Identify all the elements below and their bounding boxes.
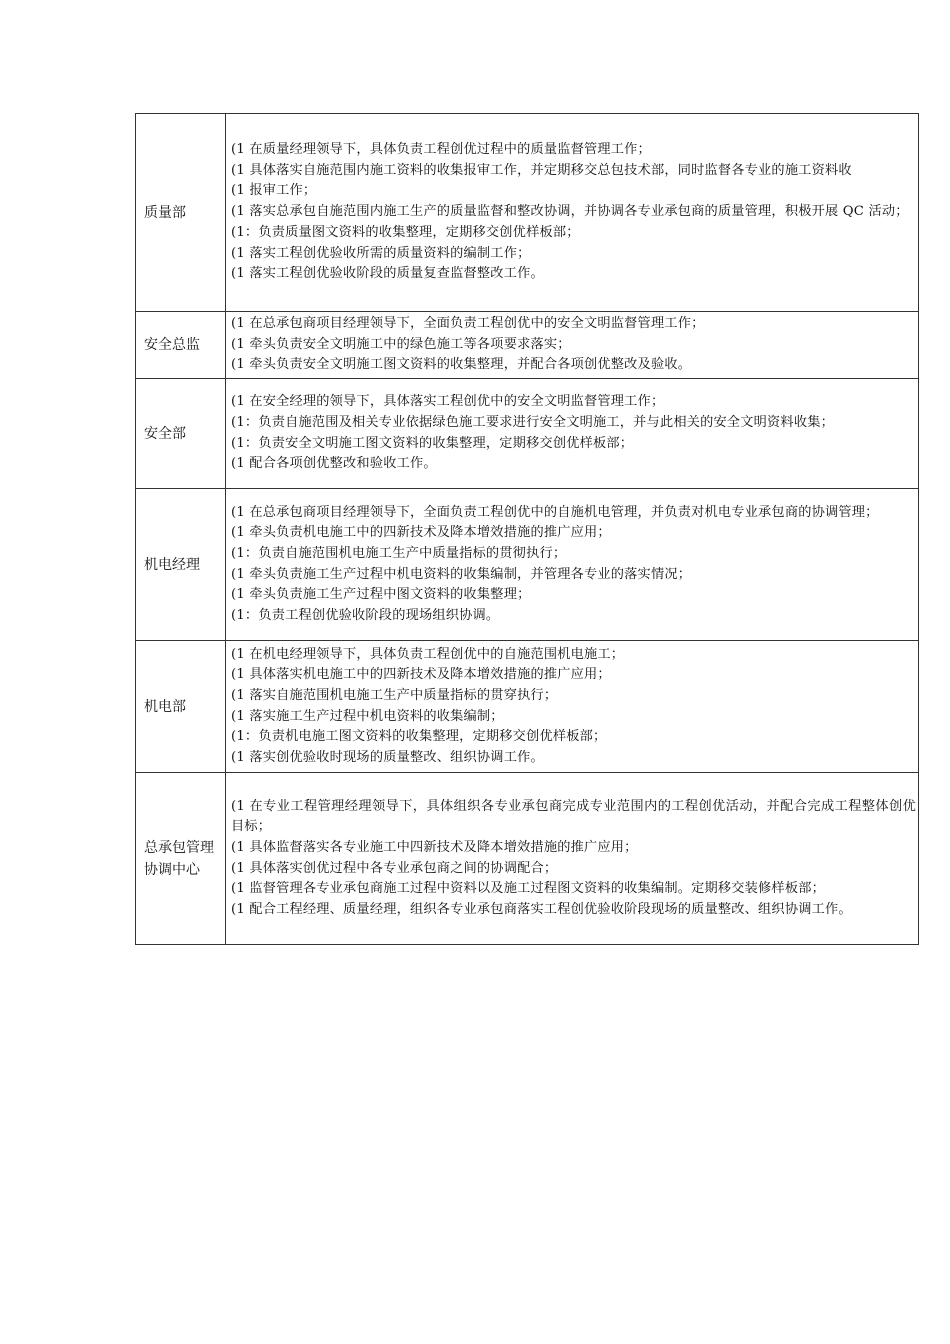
duty-item: (1：负责自施范围及相关专业依据绿色施工要求进行安全文明施工，并与此相关的安全文明资料收集； [231, 414, 834, 430]
duty-item: (1：负责工程创优验收阶段的现场组织协调。 [231, 608, 500, 624]
duty-item: (1 具体落实自施范围内施工资料的收集报审工作，并定期移交总包技术部，同时监督各专业的施工资料收 [231, 162, 852, 178]
duty-item: (1 牵头负责安全文明施工中的绿色施工等各项要求落实； [231, 336, 571, 352]
table-row [136, 641, 919, 773]
duty-item: (1：负责机电施工图文资料的收集整理，定期移交创优样板部； [231, 729, 607, 745]
duty-item: (1 在总承包商项目经理领导下，全面负责工程创优中的自施机电管理，并负责对机电专业承包商的协调管理； [231, 504, 879, 520]
table-row [136, 114, 919, 312]
role-cell: 总承包管理协调中心 [136, 773, 226, 945]
duty-item: (1 具体落实机电施工中的四新技术及降本增效措施的推广应用； [231, 667, 611, 683]
duty-item: (1 落实自施范围机电施工生产中质量指标的贯穿执行； [231, 687, 558, 703]
duty-item: (1 配合各项创优整改和验收工作。 [231, 456, 437, 472]
duty-item: (1 落实创优验收时现场的质量整改、组织协调工作。 [231, 750, 544, 766]
duty-item: (1 牵头负责安全文明施工图文资料的收集整理，并配合各项创优整改及验收。 [231, 357, 692, 373]
table-row [136, 773, 919, 945]
duty-item: (1：负责质量图文资料的收集整理，定期移交创优样板部； [231, 224, 580, 240]
duties-cell [226, 379, 919, 489]
duties-cell [226, 641, 919, 773]
duty-item: (1 配合工程经理、质量经理，组织各专业承包商落实工程创优验收阶段现场的质量整改、组织协调工作。 [231, 902, 852, 918]
duty-item: (1 牵头负责机电施工中的四新技术及降本增效措施的推广应用； [231, 525, 611, 541]
duty-item: (1 在机电经理领导下，具体负责工程创优中的自施范围机电施工； [231, 646, 625, 662]
duties-cell [226, 312, 919, 379]
duty-item: (1 监督管理各专业承包商施工过程中资料以及施工过程图文资料的收集编制。定期移交装修样板部； [231, 881, 825, 897]
duties-cell [226, 773, 919, 945]
table-row [136, 379, 919, 489]
duty-item: (1 落实工程创优验收阶段的质量复查监督整改工作。 [231, 266, 544, 282]
table-row [136, 489, 919, 641]
table-row [136, 312, 919, 379]
duty-item: (1 报审工作； [231, 183, 317, 199]
duty-item: (1 在专业工程管理经理领导下，具体组织各专业承包商完成专业范围内的工程创优活动，并配合完成工程整体创优目标； [231, 798, 916, 835]
role-cell: 安全总监 [136, 312, 226, 379]
duty-item: (1 具体落实创优过程中各专业承包商之间的协调配合； [231, 860, 558, 876]
duty-item: (1 在安全经理的领导下，具体落实工程创优中的安全文明监督管理工作； [231, 394, 665, 410]
responsibility-table [135, 113, 919, 945]
role-cell: 安全部 [136, 379, 226, 489]
duty-item: (1 落实工程创优验收所需的质量资料的编制工作； [231, 245, 531, 261]
duty-item: (1：负责安全文明施工图文资料的收集整理，定期移交创优样板部； [231, 435, 634, 451]
duty-item: (1 落实施工生产过程中机电资料的收集编制； [231, 708, 504, 724]
duty-item: (1 牵头负责施工生产过程中机电资料的收集编制，并管理各专业的落实情况； [231, 566, 692, 582]
duties-cell [226, 489, 919, 641]
duties-cell [226, 114, 919, 312]
role-cell: 质量部 [136, 114, 226, 312]
duty-item: (1 落实总承包自施范围内施工生产的质量监督和整改协调，并协调各专业承包商的质量管理，积极开展 QC 活动； [231, 204, 909, 220]
duty-item: (1 在总承包商项目经理领导下，全面负责工程创优中的安全文明监督管理工作； [231, 316, 705, 331]
duty-item: (1：负责自施范围机电施工生产中质量指标的贯彻执行； [231, 545, 567, 561]
role-cell: 机电部 [136, 641, 226, 773]
duty-item: (1 牵头负责施工生产过程中图文资料的收集整理； [231, 587, 531, 603]
duty-item: (1 在质量经理领导下，具体负责工程创优过程中的质量监督管理工作； [231, 142, 651, 158]
duty-item: (1 具体监督落实各专业施工中四新技术及降本增效措施的推广应用； [231, 839, 638, 855]
role-cell: 机电经理 [136, 489, 226, 641]
